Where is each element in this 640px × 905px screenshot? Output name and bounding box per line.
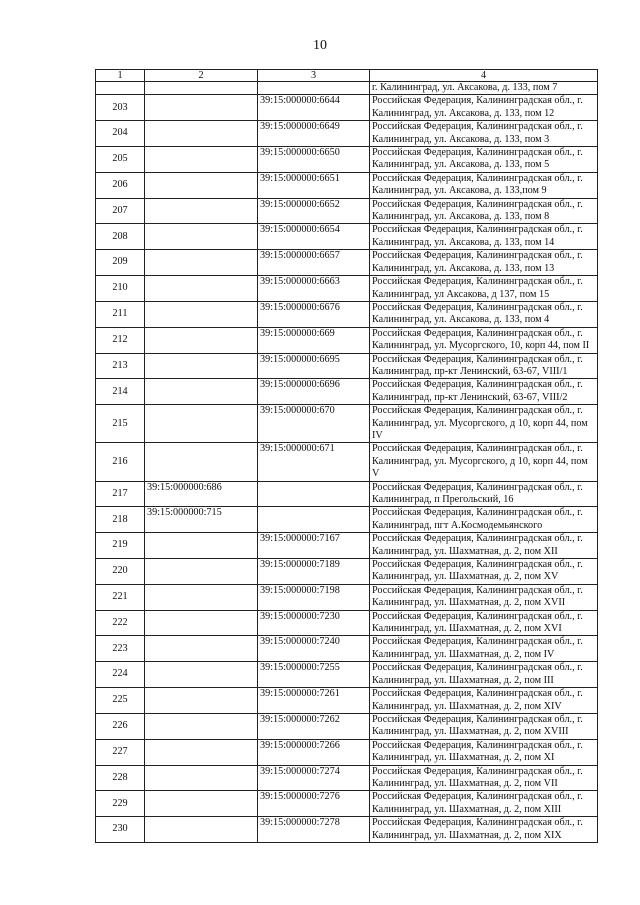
cadastral-object: 39:15:000000:7230 — [258, 610, 370, 636]
table-row — [96, 172, 598, 198]
address: Российская Федерация, Калининградская обл., г. Калининград, ул. Шахматная, д. 2, пом XVI — [370, 610, 598, 636]
cadastral-object: 39:15:000000:6650 — [258, 147, 370, 173]
cadastral-parcel: 39:15:000000:715 — [145, 507, 258, 533]
row-number: 208 — [96, 224, 145, 250]
row-number: 225 — [96, 688, 145, 714]
table-row — [96, 739, 598, 765]
row-number: 206 — [96, 172, 145, 198]
address: Российская Федерация, Калининградская обл., г. Калининград, пр-кт Ленинский, 63-67, VIII/1 — [370, 353, 598, 379]
address: Российская Федерация, Калининградская обл., г. Калининград, ул. Шахматная, д. 2, пом IV — [370, 636, 598, 662]
address: Российская Федерация, Калининградская обл., г. Калининград, ул. Мусоргского, 10, корп 44, пом II — [370, 327, 598, 353]
table-row — [96, 443, 598, 481]
row-number: 219 — [96, 533, 145, 559]
cadastral-object: 39:15:000000:670 — [258, 405, 370, 443]
address: Российская Федерация, Калининградская обл., г. Калининград, ул. Мусоргского, д 10, корп 44, пом IV — [370, 405, 598, 443]
cadastral-parcel — [145, 224, 258, 250]
cadastral-object: 39:15:000000:6651 — [258, 172, 370, 198]
row-number: 207 — [96, 198, 145, 224]
cadastral-parcel — [145, 327, 258, 353]
row-number: 204 — [96, 121, 145, 147]
cadastral-parcel — [145, 662, 258, 688]
row-number: 211 — [96, 301, 145, 327]
column-header-2: 2 — [145, 70, 258, 82]
cadastral-parcel — [145, 688, 258, 714]
cadastral-object: 39:15:000000:7266 — [258, 739, 370, 765]
table-row — [96, 276, 598, 302]
cadastral-object: 39:15:000000:7198 — [258, 584, 370, 610]
cadastral-parcel — [145, 610, 258, 636]
table-row — [96, 405, 598, 443]
cadastral-object: 39:15:000000:6657 — [258, 250, 370, 276]
cadastral-object: 39:15:000000:7274 — [258, 765, 370, 791]
cadastral-parcel — [145, 817, 258, 843]
table-row — [96, 507, 598, 533]
cadastral-parcel — [145, 276, 258, 302]
cadastral-object: 39:15:000000:669 — [258, 327, 370, 353]
address: Российская Федерация, Калининградская обл., г. Калининград, ул. Шахматная, д. 2, пом XII — [370, 533, 598, 559]
address: Российская Федерация, Калининградская обл., г. Калининград, ул Аксакова, д 137, пом 15 — [370, 276, 598, 302]
address: Российская Федерация, Калининградская обл., г. Калининград, ул. Мусоргского, д 10, корп 44, пом V — [370, 443, 598, 481]
address: Российская Федерация, Калининградская обл., г. Калининград, ул. Аксакова, д. 133, пом 4 — [370, 301, 598, 327]
table-row — [96, 688, 598, 714]
row-number: 223 — [96, 636, 145, 662]
cadastral-object: 39:15:000000:6696 — [258, 379, 370, 405]
row-number: 224 — [96, 662, 145, 688]
cadastral-object — [258, 481, 370, 507]
table-body — [96, 82, 598, 843]
cadastral-parcel — [145, 739, 258, 765]
cadastral-parcel: 39:15:000000:686 — [145, 481, 258, 507]
row-number: 205 — [96, 147, 145, 173]
address: Российская Федерация, Калининградская обл., г. Калининград, пр-кт Ленинский, 63-67, VIII/2 — [370, 379, 598, 405]
row-number: 218 — [96, 507, 145, 533]
cadastral-parcel — [145, 121, 258, 147]
cadastral-parcel — [145, 198, 258, 224]
address: Российская Федерация, Калининградская обл., г. Калининград, ул. Аксакова, д. 133, пом 14 — [370, 224, 598, 250]
table-row — [96, 250, 598, 276]
address: Российская Федерация, Калининградская обл., г. Калининград, ул. Шахматная, д. 2, пом XIV — [370, 688, 598, 714]
table-row — [96, 662, 598, 688]
table-row — [96, 584, 598, 610]
row-number: 212 — [96, 327, 145, 353]
row-number: 220 — [96, 559, 145, 585]
row-number: 229 — [96, 791, 145, 817]
row-number: 210 — [96, 276, 145, 302]
table-row — [96, 95, 598, 121]
cadastral-object: 39:15:000000:7278 — [258, 817, 370, 843]
row-number: 217 — [96, 481, 145, 507]
row-number — [96, 82, 145, 95]
row-number: 213 — [96, 353, 145, 379]
cadastral-parcel — [145, 95, 258, 121]
cadastral-parcel — [145, 301, 258, 327]
table-row — [96, 301, 598, 327]
row-number: 227 — [96, 739, 145, 765]
address: Российская Федерация, Калининградская обл., г. Калининград, ул. Шахматная, д. 2, пом XVII — [370, 584, 598, 610]
cadastral-parcel — [145, 584, 258, 610]
page-number: 10 — [313, 38, 327, 53]
cadastral-object: 39:15:000000:6676 — [258, 301, 370, 327]
column-header-3: 3 — [258, 70, 370, 82]
cadastral-parcel — [145, 791, 258, 817]
cadastral-parcel — [145, 533, 258, 559]
address: Российская Федерация, Калининградская обл., г. Калининград, п Прегольский, 16 — [370, 481, 598, 507]
address: Российская Федерация, Калининградская обл., г. Калининград, ул. Аксакова, д. 133, пом 12 — [370, 95, 598, 121]
address: Российская Федерация, Калининградская обл., г. Калининград, ул. Шахматная, д. 2, пом XVIII — [370, 713, 598, 739]
cadastral-object: 39:15:000000:6695 — [258, 353, 370, 379]
table-row — [96, 636, 598, 662]
address: Российская Федерация, Калининградская обл., г. Калининград, ул. Шахматная, д. 2, пом VII — [370, 765, 598, 791]
table-row — [96, 817, 598, 843]
row-number: 203 — [96, 95, 145, 121]
address: Российская Федерация, Калининградская обл., г. Калининград, ул. Аксакова, д. 133, пом 8 — [370, 198, 598, 224]
cadastral-parcel — [145, 443, 258, 481]
table-row — [96, 559, 598, 585]
address: Российская Федерация, Калининградская обл., г. Калининград, ул. Шахматная, д. 2, пом XV — [370, 559, 598, 585]
cadastral-object: 39:15:000000:7262 — [258, 713, 370, 739]
row-number: 216 — [96, 443, 145, 481]
table-row — [96, 481, 598, 507]
header-row — [96, 70, 598, 82]
cadastral-parcel — [145, 147, 258, 173]
cadastral-object: 39:15:000000:6649 — [258, 121, 370, 147]
cadastral-parcel — [145, 405, 258, 443]
address: г. Калининград, ул. Аксакова, д. 133, пом 7 — [370, 82, 598, 95]
address: Российская Федерация, Калининградская обл., г. Калининград, ул. Аксакова, д. 133, пом 3 — [370, 121, 598, 147]
cadastral-parcel — [145, 172, 258, 198]
table-row — [96, 121, 598, 147]
table-row — [96, 379, 598, 405]
row-number: 209 — [96, 250, 145, 276]
address: Российская Федерация, Калининградская обл., г. Калининград, ул. Шахматная, д. 2, пом XI — [370, 739, 598, 765]
row-number: 215 — [96, 405, 145, 443]
register-table — [95, 69, 598, 843]
table-row — [96, 610, 598, 636]
address: Российская Федерация, Калининградская обл., г. Калининград, пгт А.Космодемьянского — [370, 507, 598, 533]
column-header-4: 4 — [370, 70, 598, 82]
cadastral-parcel — [145, 765, 258, 791]
table-row — [96, 147, 598, 173]
cadastral-object — [258, 507, 370, 533]
cadastral-object — [258, 82, 370, 95]
cadastral-object: 39:15:000000:7189 — [258, 559, 370, 585]
address: Российская Федерация, Калининградская обл., г. Калининград, ул. Аксакова, д. 133, пом 5 — [370, 147, 598, 173]
table-row — [96, 198, 598, 224]
cadastral-object: 39:15:000000:6663 — [258, 276, 370, 302]
cadastral-parcel — [145, 713, 258, 739]
cadastral-object: 39:15:000000:7255 — [258, 662, 370, 688]
table-row — [96, 533, 598, 559]
table-row — [96, 791, 598, 817]
table-row — [96, 224, 598, 250]
address: Российская Федерация, Калининградская обл., г. Калининград, ул. Шахматная, д. 2, пом XIII — [370, 791, 598, 817]
column-header-1: 1 — [96, 70, 145, 82]
row-number: 214 — [96, 379, 145, 405]
cadastral-object: 39:15:000000:6654 — [258, 224, 370, 250]
cadastral-parcel — [145, 379, 258, 405]
cadastral-object: 39:15:000000:7261 — [258, 688, 370, 714]
cadastral-object: 39:15:000000:6652 — [258, 198, 370, 224]
row-number: 222 — [96, 610, 145, 636]
table-row — [96, 765, 598, 791]
continuation-row — [96, 82, 598, 95]
cadastral-object: 39:15:000000:671 — [258, 443, 370, 481]
table-header — [96, 70, 598, 82]
address: Российская Федерация, Калининградская обл., г. Калининград, ул. Шахматная, д. 2, пом III — [370, 662, 598, 688]
cadastral-parcel — [145, 636, 258, 662]
address: Российская Федерация, Калининградская обл., г. Калининград, ул. Шахматная, д. 2, пом XIX — [370, 817, 598, 843]
cadastral-object: 39:15:000000:6644 — [258, 95, 370, 121]
cadastral-parcel — [145, 250, 258, 276]
address: Российская Федерация, Калининградская обл., г. Калининград, ул. Аксакова, д. 133, пом 13 — [370, 250, 598, 276]
table-row — [96, 353, 598, 379]
table-row — [96, 713, 598, 739]
cadastral-object: 39:15:000000:7240 — [258, 636, 370, 662]
row-number: 228 — [96, 765, 145, 791]
table-row — [96, 327, 598, 353]
cadastral-parcel — [145, 353, 258, 379]
cadastral-parcel — [145, 559, 258, 585]
cadastral-object: 39:15:000000:7167 — [258, 533, 370, 559]
row-number: 230 — [96, 817, 145, 843]
cadastral-parcel — [145, 82, 258, 95]
row-number: 226 — [96, 713, 145, 739]
cadastral-object: 39:15:000000:7276 — [258, 791, 370, 817]
address: Российская Федерация, Калининградская обл., г. Калининград, ул. Аксакова, д. 133,пом 9 — [370, 172, 598, 198]
row-number: 221 — [96, 584, 145, 610]
